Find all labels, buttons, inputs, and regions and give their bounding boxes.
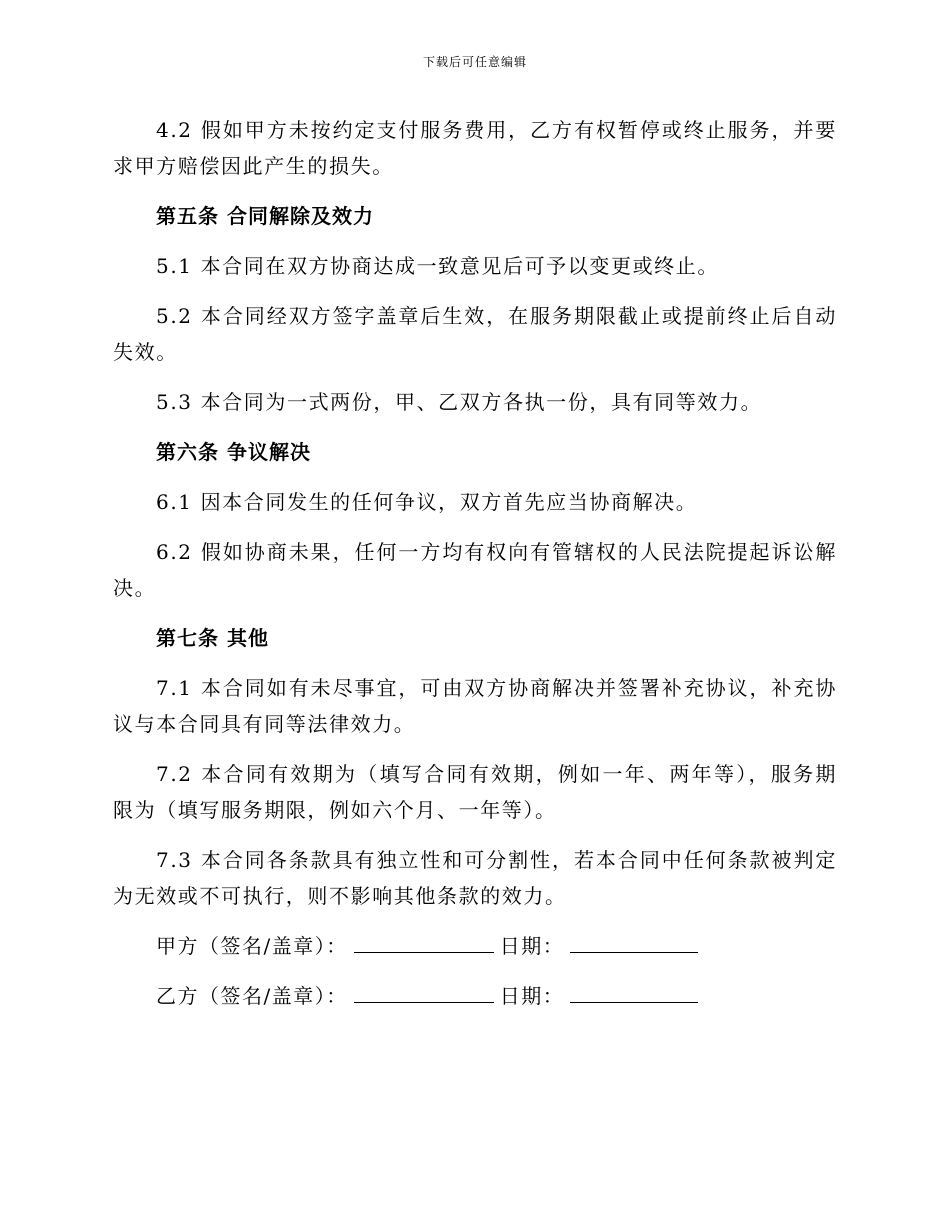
party-b-signature-line	[156, 978, 837, 1014]
clause-6-1: 6.1 因本合同发生的任何争议，双方首先应当协商解决。	[156, 490, 698, 514]
clause-5-1: 5.1 本合同在双方协商达成一致意见后可予以变更或终止。	[156, 254, 719, 278]
party-a-date-blank[interactable]	[570, 932, 698, 953]
party-b-label: 乙方（签名/盖章）：	[156, 984, 348, 1008]
article-5-heading: 第五条 合同解除及效力	[156, 204, 374, 228]
article-6-heading: 第六条 争议解决	[156, 440, 311, 464]
clause-4-2: 4.2 假如甲方未按约定支付服务费用，乙方有权暂停或终止服务，并要求甲方赔偿因此产生的损失。	[113, 118, 837, 178]
clause-7-1: 7.1 本合同如有未尽事宜，可由双方协商解决并签署补充协议，补充协议与本合同具有同等法律效力。	[113, 676, 837, 736]
party-a-label: 甲方（签名/盖章）：	[156, 934, 348, 958]
page-header: 下载后可任意编辑	[422, 55, 527, 69]
party-b-signature-blank[interactable]	[354, 982, 494, 1003]
clause-5-3: 5.3 本合同为一式两份，甲、乙双方各执一份，具有同等效力。	[156, 390, 763, 414]
party-a-signature-line	[156, 928, 837, 964]
clause-7-2: 7.2 本合同有效期为（填写合同有效期，例如一年、两年等），服务期限为（填写服务期限，例如六个月、一年等）。	[113, 762, 837, 822]
clause-6-2: 6.2 假如协商未果，任何一方均有权向有管辖权的人民法院提起诉讼解决。	[113, 540, 837, 600]
party-a-signature-blank[interactable]	[354, 932, 494, 953]
clause-7-3: 7.3 本合同各条款具有独立性和可分割性，若本合同中任何条款被判定为无效或不可执行，则不影响其他条款的效力。	[113, 848, 837, 908]
article-7-heading: 第七条 其他	[156, 626, 269, 650]
clause-5-2: 5.2 本合同经双方签字盖章后生效，在服务期限截止或提前终止后自动失效。	[113, 304, 837, 364]
party-b-date-label: 日期：	[499, 984, 565, 1008]
contract-body	[113, 112, 837, 1028]
party-b-date-blank[interactable]	[570, 982, 698, 1003]
party-a-date-label: 日期：	[499, 934, 565, 958]
